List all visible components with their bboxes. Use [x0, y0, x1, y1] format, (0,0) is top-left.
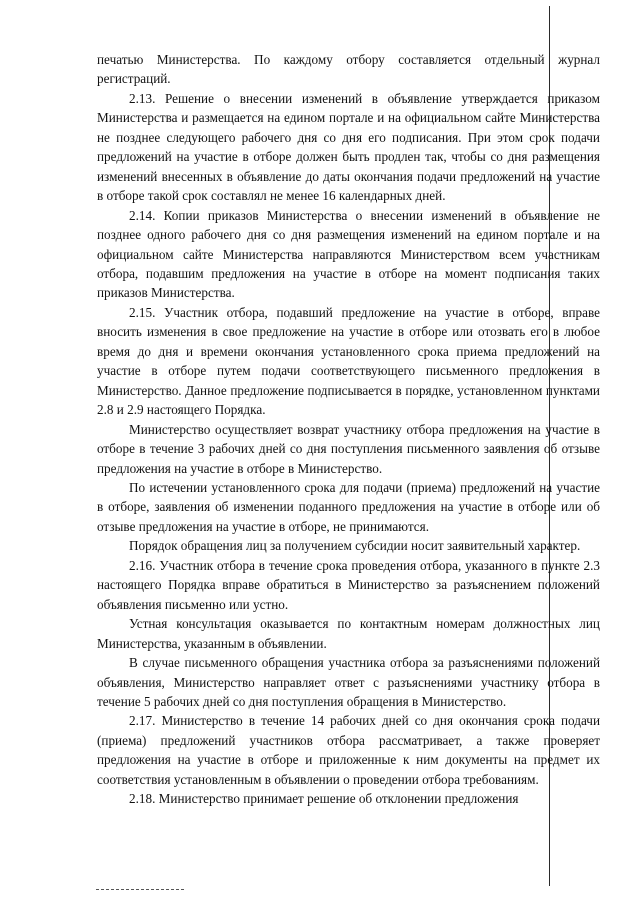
paragraph-2-18: 2.18. Министерство принимает решение об отклонении предложения	[129, 791, 519, 807]
paragraph-written-request: В случае письменного обращения участника отбора за разъяснениями положений объявления, Министерство направляет ответ с разъяснениями участнику отбора в течение 5 рабочих дней со дня поступления обращения в Министерство.	[97, 655, 600, 709]
paragraph-2-17: 2.17. Министерство в течение 14 рабочих дней со дня окончания срока подачи (приема) предложений участников отбора рассматривает, а также проверяет предложения на участие в отборе и приложенные к ним документы на предмет их соответствия установленным в объявлении о проведении отбора требованиям.	[97, 713, 600, 787]
paragraph-2-13: 2.13. Решение о внесении изменений в объявление утверждается приказом Министерства и размещается на едином портале и на официальном сайте Министерства не позднее следующего рабочего дня со дня его подписания. При этом срок подачи предложений на участие в отборе должен быть продлен так, чтобы со дня размещения изменений внесенных в объявление до даты окончания подачи предложений на участие в отборе такой срок составлял не менее 16 календарных дней.	[97, 90, 600, 204]
document-body	[97, 50, 600, 809]
paragraph-continuation: печатью Министерства. По каждому отбору составляется отдельный журнал регистраций.	[97, 52, 600, 87]
paragraph-oral-consultation: Устная консультация оказывается по контактным номерам должностных лиц Министерства, указанным в объявлении.	[97, 616, 600, 651]
footer-separator	[96, 889, 184, 890]
paragraph-application-nature: Порядок обращения лиц за получением субсидии носит заявительный характер.	[129, 538, 581, 554]
paragraph-2-14: 2.14. Копии приказов Министерства о внесении изменений в объявление не позднее одного рабочего дня со дня размещения изменений на едином портале и на официальном сайте Министерства направляются Министерством всем участникам отбора, подавшим предложения на участие в отборе на момент подписания таких приказов Министерства.	[97, 207, 600, 301]
paragraph-return-proposal: Министерство осуществляет возврат участнику отбора предложения на участие в отборе в течение 3 рабочих дней со дня поступления письменного заявления об отзыве предложения на участие в отборе в Министерство.	[97, 421, 600, 476]
paragraph-2-16: 2.16. Участник отбора в течение срока проведения отбора, указанного в пункте 2.3 настоящего Порядка вправе обратиться в Министерство за разъяснением положений объявления письменно или устно.	[97, 557, 600, 612]
paragraph-deadline-expiry: По истечении установленного срока для подачи (приема) предложений на участие в отборе, заявления об изменении поданного предложения на участие в отборе или об отзыве предложения на участие в отборе, не принимаются.	[97, 479, 600, 534]
paragraph-2-15: 2.15. Участник отбора, подавший предложение на участие в отборе, вправе вносить изменения в свое предложение на участие в отборе или отозвать его в любое время до дня и времени окончания установленного срока приема предложений на участие в отборе путем подачи соответствующего письменного предложения в Министерство. Данное предложение подписывается в порядке, установленном пунктами 2.8 и 2.9 настоящего Порядка.	[97, 304, 600, 418]
